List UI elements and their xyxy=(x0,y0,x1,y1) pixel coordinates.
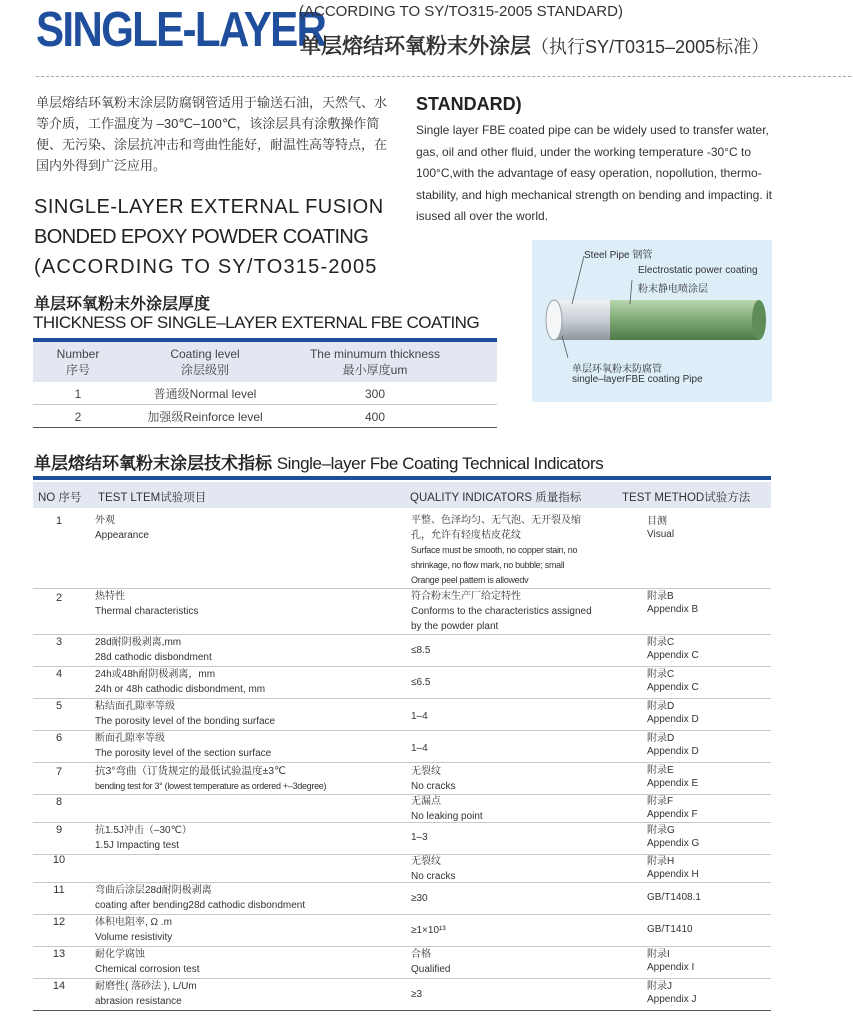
quality-line: Surface must be smooth, no copper stain, no xyxy=(411,545,578,555)
row-quality xyxy=(411,987,621,1002)
quality-line: ≥3 xyxy=(411,989,423,1000)
item-zh: 热特性 xyxy=(95,591,125,602)
thickness-title-zh: 单层环氧粉末外涂层厚度 xyxy=(34,296,211,313)
row-item xyxy=(95,635,415,665)
quality-line: No leaking point xyxy=(411,811,483,822)
table-row xyxy=(33,405,497,428)
row-quality xyxy=(411,675,621,690)
row-item xyxy=(95,667,415,697)
table-row xyxy=(33,882,771,915)
row-method xyxy=(647,855,767,881)
table-row xyxy=(33,978,771,1011)
quality-line: by the powder plant xyxy=(411,621,499,632)
row-no: 6 xyxy=(55,732,63,744)
th-level-en: Coating level xyxy=(170,347,240,361)
pipe-figure xyxy=(532,240,772,402)
tech-bar xyxy=(33,476,771,480)
tech-title-zh: 单层熔结环氧粉末涂层技术指标 xyxy=(34,454,272,473)
row-quality xyxy=(411,513,621,588)
item-en: The porosity level of the bonding surface xyxy=(95,716,276,727)
intro-heading-line: BONDED EPOXY POWDER COATING xyxy=(34,226,369,248)
label-steel-pipe: Steel Pipe 钢管 xyxy=(584,250,653,261)
intro-standard-word: STANDARD) xyxy=(416,94,522,114)
method-en: Appendix F xyxy=(647,809,698,820)
row-thickness: 400 xyxy=(364,410,386,424)
row-method xyxy=(647,732,767,758)
method-zh: 附录I xyxy=(647,949,670,960)
leader-steel xyxy=(572,256,584,304)
quality-line: 1–4 xyxy=(411,743,428,754)
row-quality xyxy=(411,764,621,794)
quality-line: 符合粉末生产厂给定特性 xyxy=(411,591,521,602)
title-zh-main: 单层熔结环氧粉末外涂层 xyxy=(300,35,531,58)
row-no: 4 xyxy=(55,668,63,680)
item-en: 28d cathodic disbondment xyxy=(95,652,212,663)
item-en: 24h or 48h cathodic disbondment, mm xyxy=(95,684,266,695)
quality-line: 孔，允许有轻度桔皮花纹 xyxy=(411,530,521,541)
row-method xyxy=(647,515,767,541)
row-method xyxy=(647,636,767,662)
th-method: TEST METHOD试验方法 xyxy=(622,492,751,504)
row-method xyxy=(647,891,767,904)
item-en: Thermal characteristics xyxy=(95,606,199,617)
table-row xyxy=(33,730,771,763)
method-zh: 附录H xyxy=(647,856,675,867)
item-en: Appearance xyxy=(95,530,149,541)
method-zh: 附录F xyxy=(647,796,674,807)
caption-en: single–layerFBE coating Pipe xyxy=(572,374,703,385)
method-zh: 附录C xyxy=(647,669,675,680)
quality-line: ≥1×10¹³ xyxy=(411,925,446,936)
method-en: Appendix H xyxy=(647,869,699,880)
row-no: 1 xyxy=(74,387,82,401)
th-level-zh: 涂层级别 xyxy=(180,363,229,377)
row-thickness: 300 xyxy=(364,387,386,401)
method-en: Appendix J xyxy=(647,994,697,1005)
row-method xyxy=(647,700,767,726)
row-item xyxy=(95,979,415,1009)
table-row xyxy=(33,666,771,699)
intro-heading-line: SINGLE-LAYER EXTERNAL FUSION xyxy=(34,196,384,218)
row-method xyxy=(647,824,767,850)
method-zh: 目测 xyxy=(647,516,667,527)
table-row xyxy=(33,822,771,855)
intro-heading-line: (ACCORDING TO SY/TO315-2005 xyxy=(34,256,378,278)
pipe-opening xyxy=(546,300,562,340)
row-quality xyxy=(411,947,621,977)
quality-line: Qualified xyxy=(411,964,451,975)
quality-line: 1–4 xyxy=(411,711,428,722)
title-standard-zh xyxy=(300,30,769,60)
caption-zh: 单层环氧粉末防腐管 xyxy=(572,364,662,375)
method-en: Appendix D xyxy=(647,746,699,757)
row-item xyxy=(95,823,415,853)
row-quality xyxy=(411,891,621,906)
row-quality xyxy=(411,709,621,724)
label-coating-en: Electrostatic power coating xyxy=(638,265,758,276)
item-zh: 耐磨性( 落砂法 ), L/Um xyxy=(95,981,197,992)
th-item: TEST LTEM试验项目 xyxy=(98,492,207,504)
pipe-coating xyxy=(607,300,759,340)
row-level: 加强级Reinforce level xyxy=(147,410,263,424)
quality-line: 无漏点 xyxy=(411,796,441,807)
item-zh: 24h或48h耐阴极剥离，mm xyxy=(95,669,216,680)
page-title: SINGLE-LAYER xyxy=(36,3,326,57)
table-row xyxy=(33,382,497,405)
item-en: abrasion resistance xyxy=(95,996,182,1007)
table-row xyxy=(33,698,771,731)
row-no: 9 xyxy=(55,824,63,836)
item-zh: 粘结面孔隙率等级 xyxy=(95,701,175,712)
method-en: Appendix I xyxy=(647,962,695,973)
header-divider xyxy=(36,76,851,77)
row-item xyxy=(95,513,415,543)
table-row xyxy=(33,588,771,635)
row-method xyxy=(647,668,767,694)
method-en: Appendix E xyxy=(647,778,699,789)
row-no: 2 xyxy=(74,410,82,424)
row-quality xyxy=(411,741,621,756)
item-en: bending test for 3° (lowest temperature as ordered +–3degree) xyxy=(95,781,327,791)
intro-paragraph-zh: 单层熔结环氧粉末涂层防腐钢管适用于输送石油，天然气、水等介质，工作温度为 –30℃–100℃，该涂层具有涂敷操作简便、无污染、涂层抗冲击和弯曲性能好，耐温性高等特点，在国内外得到广泛应用。 xyxy=(36,95,388,173)
row-quality xyxy=(411,830,621,845)
intro-heading-en xyxy=(34,192,384,282)
row-quality xyxy=(411,854,621,884)
row-item xyxy=(95,883,415,913)
row-item xyxy=(95,589,415,619)
table-row xyxy=(33,914,771,947)
item-zh: 外观 xyxy=(95,515,115,526)
table-row xyxy=(33,854,771,883)
tech-title-en: Single–layer Fbe Coating Technical Indicators xyxy=(276,454,604,473)
method-en: Appendix D xyxy=(647,714,699,725)
row-no: 12 xyxy=(52,916,66,928)
title-standard-en: (ACCORDING TO SY/TO315-2005 STANDARD) xyxy=(299,3,623,20)
method-en: Appendix C xyxy=(647,682,699,693)
row-no: 5 xyxy=(55,700,63,712)
item-en: Chemical corrosion test xyxy=(95,964,200,975)
item-zh: 28d耐阴极剥离,mm xyxy=(95,637,182,648)
row-quality xyxy=(411,923,621,938)
row-method xyxy=(647,590,767,616)
quality-line: Orange peel pattern is allowedv xyxy=(411,575,529,585)
row-quality xyxy=(411,643,621,658)
th-thickness-en: The minumum thickness xyxy=(309,347,441,361)
row-method xyxy=(647,948,767,974)
item-en: The porosity level of the section surface xyxy=(95,748,272,759)
row-no: 13 xyxy=(52,948,66,960)
item-zh: 体积电阻率, Ω .m xyxy=(95,917,172,928)
thickness-title-en: THICKNESS OF SINGLE–LAYER EXTERNAL FBE COATING xyxy=(33,313,480,332)
item-zh: 弯曲后涂层28d耐阴极剥离 xyxy=(95,885,212,896)
tech-title xyxy=(34,449,603,474)
method-zh: 附录E xyxy=(647,765,674,776)
item-zh: 抗3°弯曲（订货规定的最低试验温度±3℃ xyxy=(95,765,286,777)
pipe-end xyxy=(752,300,766,340)
row-no: 1 xyxy=(55,515,63,527)
item-zh: 耐化学腐蚀 xyxy=(95,949,145,960)
title-zh-paren: （执行SY/T0315–2005标准） xyxy=(531,37,770,57)
quality-line: No cracks xyxy=(411,781,456,792)
row-item xyxy=(95,947,415,977)
row-method xyxy=(647,980,767,1006)
th-number xyxy=(33,346,123,378)
method-en: GB/T1410 xyxy=(647,924,693,935)
method-zh: 附录C xyxy=(647,637,675,648)
row-item xyxy=(95,731,415,761)
row-no: 8 xyxy=(55,796,63,808)
table-row xyxy=(33,634,771,667)
item-zh: 抗1.5J冲击（–30℃） xyxy=(95,825,192,836)
item-en: Volume resistivity xyxy=(95,932,173,943)
row-item xyxy=(95,764,415,794)
method-en: Appendix B xyxy=(647,604,699,615)
th-thickness-zh: 最小厚度um xyxy=(342,363,408,377)
intro-paragraph-en: Single layer FBE coated pipe can be widely used to transfer water, gas, oil and other fluid, under the working temperature -30°C to 100°C,with the advantage of easy operation, nopollution, thermo-stability, and high mechanical strength on bending and impacting. it isused all over the world. xyxy=(416,123,772,224)
item-zh: 断面孔隙率等级 xyxy=(95,733,165,744)
row-item xyxy=(95,699,415,729)
row-no: 14 xyxy=(52,980,66,992)
table-row xyxy=(33,762,771,795)
th-number-en: Number xyxy=(56,347,100,361)
method-zh: 附录B xyxy=(647,591,674,602)
method-zh: 附录J xyxy=(647,981,672,992)
th-number-zh: 序号 xyxy=(65,363,90,377)
th-level xyxy=(130,346,280,378)
quality-line: ≤8.5 xyxy=(411,645,431,656)
quality-line: shrinkage, no flow mark, no bubble; small xyxy=(411,560,565,570)
quality-line: ≤6.5 xyxy=(411,677,431,688)
quality-line: 1–3 xyxy=(411,832,428,843)
row-no: 7 xyxy=(55,766,63,778)
row-item xyxy=(95,915,415,945)
row-quality xyxy=(411,794,621,824)
row-level: 普通级Normal level xyxy=(153,387,257,401)
row-no: 2 xyxy=(55,592,63,604)
quality-line: ≥30 xyxy=(411,893,428,904)
table-row xyxy=(33,794,771,823)
quality-line: Conforms to the characteristics assigned xyxy=(411,606,592,617)
method-en: Appendix C xyxy=(647,650,699,661)
table-row xyxy=(33,946,771,979)
row-no: 3 xyxy=(55,636,63,648)
quality-line: 合格 xyxy=(411,949,431,960)
method-zh: 附录G xyxy=(647,825,675,836)
row-method xyxy=(647,764,767,790)
th-thickness xyxy=(290,346,460,378)
method-en: Visual xyxy=(647,529,675,540)
label-coating-zh: 粉末静电喷涂层 xyxy=(638,284,708,295)
row-method xyxy=(647,923,767,936)
quality-line: 无裂纹 xyxy=(411,766,441,777)
item-en: 1.5J Impacting test xyxy=(95,840,179,851)
method-zh: 附录D xyxy=(647,701,675,712)
method-en: GB/T1408.1 xyxy=(647,892,701,903)
row-no: 10 xyxy=(52,854,66,866)
method-zh: 附录D xyxy=(647,733,675,744)
th-quality: QUALITY INDICATORS 质量指标 xyxy=(410,492,582,504)
quality-line: No cracks xyxy=(411,871,456,882)
quality-line: 平整、色泽均匀、无气泡、无开裂及缩 xyxy=(411,515,581,526)
row-method xyxy=(647,795,767,821)
row-no: 11 xyxy=(53,884,65,896)
item-en: coating after bending28d cathodic disbondment xyxy=(95,900,306,911)
table-row xyxy=(33,508,771,589)
row-quality xyxy=(411,589,621,634)
method-en: Appendix G xyxy=(647,838,700,849)
quality-line: 无裂纹 xyxy=(411,856,441,867)
th-no: NO 序号 xyxy=(38,492,82,504)
